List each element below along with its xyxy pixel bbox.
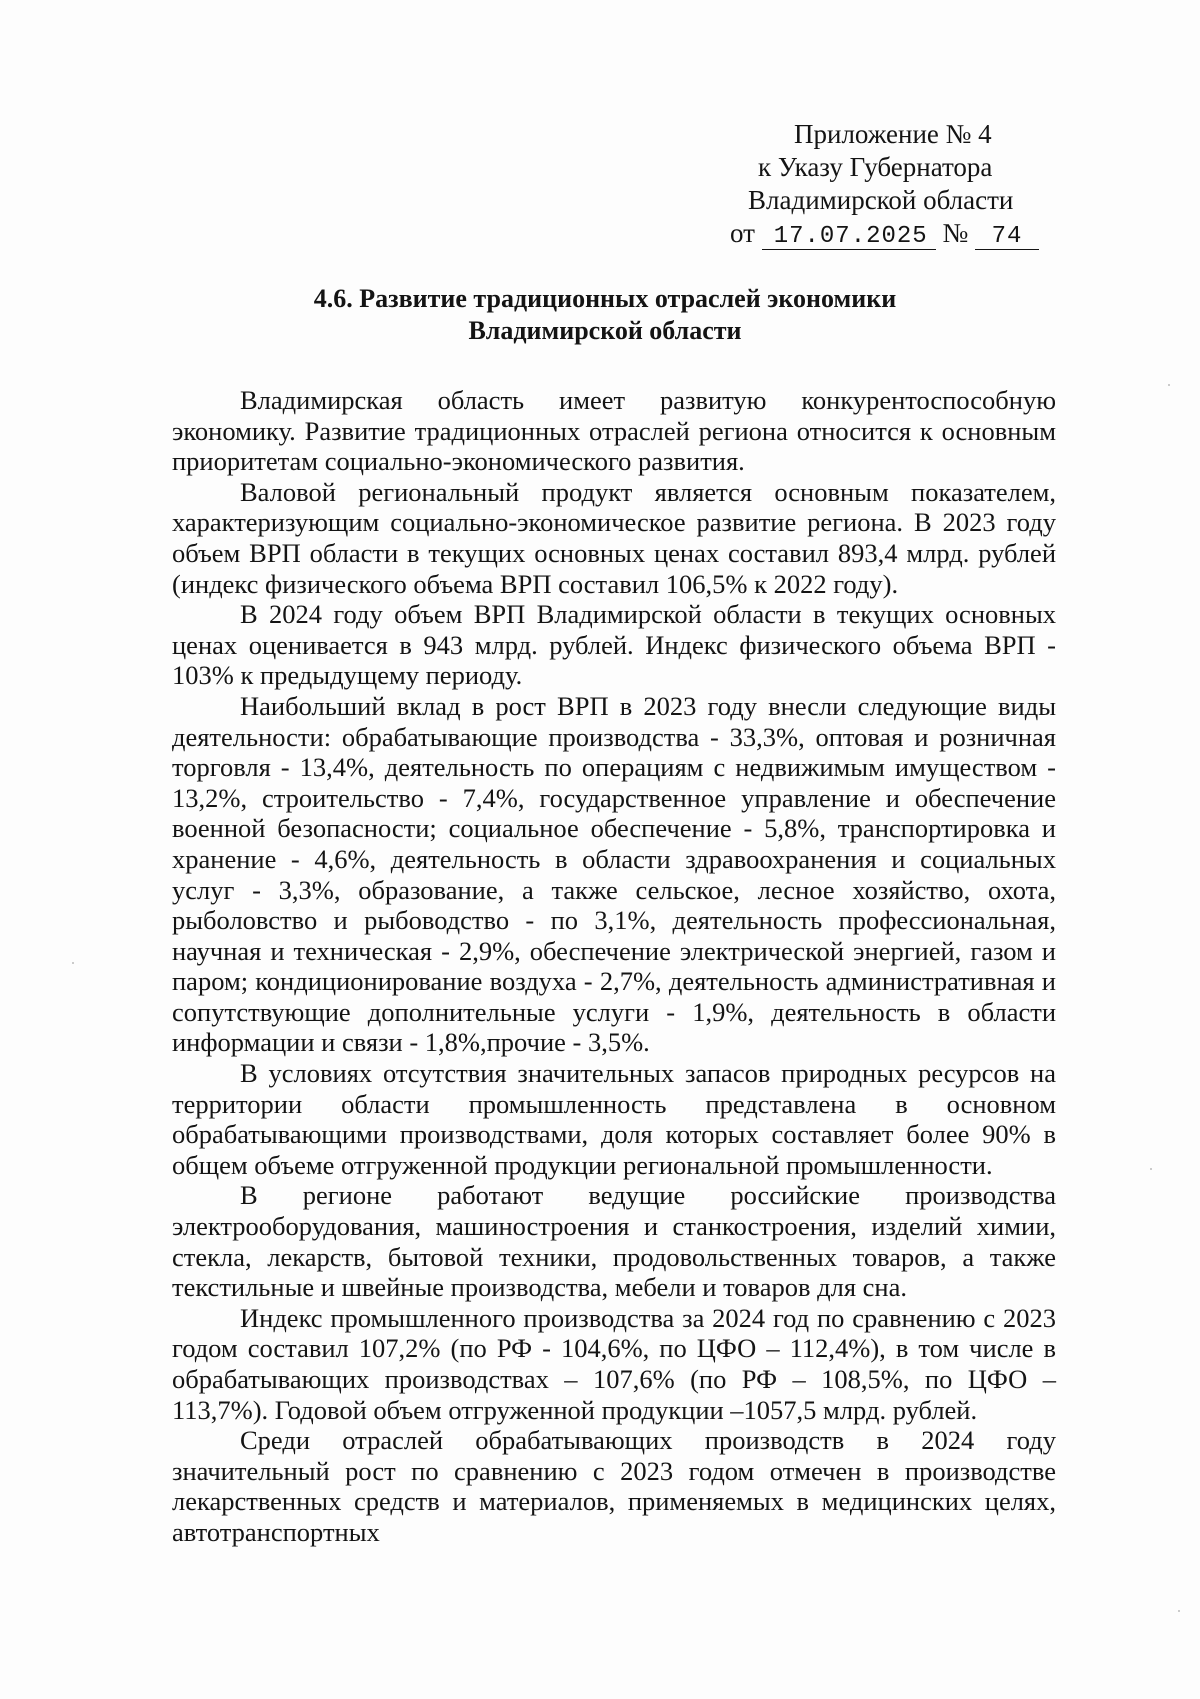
paragraph: Валовой региональный продукт является основным показателем, характеризующим социально-экономическое развитие региона. В 2023 году объем ВРП области в текущих основных ценах составил 893,4 млрд. рублей (индекс физического объема ВРП составил 106,5% к 2022 году).	[172, 476, 1056, 599]
document-body	[172, 385, 1056, 1548]
scan-speck	[1178, 1610, 1180, 1612]
appendix-header	[730, 118, 1060, 250]
decree-number: 74	[975, 225, 1039, 250]
paragraph: В условиях отсутствия значительных запасов природных ресурсов на территории области промышленность представлена в основном обрабатывающими производствами, доля которых составляет более 90% в общем объеме отгруженной продукции региональной промышленности.	[172, 1058, 1056, 1180]
date-prefix: от	[730, 218, 755, 248]
section-title-line-2: Владимирской области	[468, 316, 742, 345]
decree-date: 17.07.2025	[762, 225, 936, 250]
appendix-number: Приложение № 4	[794, 119, 992, 149]
decree-reference: к Указу Губернатора	[758, 152, 993, 182]
paragraph: Наибольший вклад в рост ВРП в 2023 году внесли следующие виды деятельности: обрабатывающие производства - 33,3%, оптовая и розничная торговля - 13,4%, деятельность по операциям с недвижимым имуществом - 13,2%, строительство - 7,4%, государственное управление и обеспечение военной безопасности; социальное обеспечение - 5,8%, транспортировка и хранение - 4,6%, деятельность в области здравоохранения и социальных услуг - 3,3%, образование, а также сельское, лесное хозяйство, охота, рыболовство и рыбоводство - по 3,1%, деятельность профессиональная, научная и техническая - 2,9%, обеспечение электрической энергией, газом и паром; кондиционирование воздуха - 2,7%, деятельность административная и сопутствующие дополнительные услуги - 1,9%, деятельность в области информации и связи - 1,8%,прочие - 3,5%.	[172, 690, 1056, 1058]
section-title	[160, 283, 1050, 347]
decree-date-line	[730, 217, 1060, 250]
scan-speck	[72, 962, 74, 964]
scan-speck	[1168, 384, 1170, 386]
paragraph: В 2024 году объем ВРП Владимирской области в текущих основных ценах оценивается в 943 млрд. рублей. Индекс физического объема ВРП - 103% к предыдущему периоду.	[172, 599, 1056, 691]
scan-speck	[1150, 1168, 1152, 1170]
section-title-line-1: 4.6. Развитие традиционных отраслей экономики	[313, 284, 897, 313]
number-sign: №	[942, 218, 969, 248]
region-name: Владимирской области	[748, 185, 1014, 215]
paragraph: В регионе работают ведущие российские производства электрооборудования, машиностроения и станкостроения, изделий химии, стекла, лекарств, бытовой техники, продовольственных товаров, а также текстильные и швейные производства, мебели и товаров для сна.	[172, 1180, 1056, 1303]
paragraph: Индекс промышленного производства за 2024 год по сравнению с 2023 годом составил 107,2% (по РФ - 104,6%, по ЦФО – 112,4%), в том числе в обрабатывающих производствах – 107,6% (по РФ – 108,5%, по ЦФО – 113,7%). Годовой объем отгруженной продукции –1057,5 млрд. рублей.	[172, 1302, 1056, 1425]
paragraph: Владимирская область имеет развитую конкурентоспособную экономику. Развитие традиционных отраслей региона относится к основным приоритетам социально-экономического развития.	[172, 385, 1056, 477]
paragraph: Среди отраслей обрабатывающих производств в 2024 году значительный рост по сравнению с 2023 годом отмечен в производстве лекарственных средств и материалов, применяемых в медицинских целях, автотранспортных	[172, 1425, 1056, 1547]
